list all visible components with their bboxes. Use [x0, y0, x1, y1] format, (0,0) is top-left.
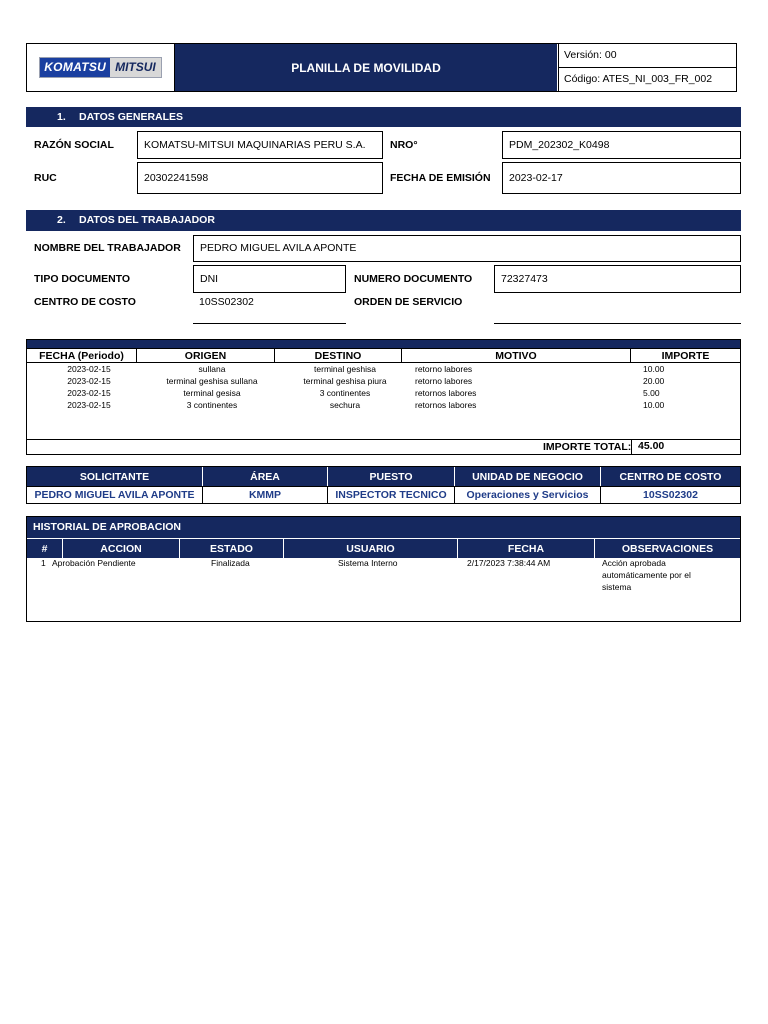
col-fecha: FECHA (Periodo) [27, 349, 137, 362]
col-origen: ORIGEN [137, 349, 275, 362]
table-row [27, 376, 740, 388]
requester-solicitante: PEDRO MIGUEL AVILA APONTE [27, 487, 203, 503]
nombre-trabajador-field: PEDRO MIGUEL AVILA APONTE [193, 235, 741, 262]
col-accion: ACCION [63, 539, 180, 558]
history-accion: Aprobación Pendiente [52, 558, 136, 568]
razon-social-field: KOMATSU-MITSUI MAQUINARIAS PERU S.A. [137, 131, 383, 159]
history-estado: Finalizada [211, 558, 250, 568]
row-fecha: 2023-02-15 [67, 364, 111, 374]
row-motivo: retornos labores [415, 400, 477, 410]
requester-values [27, 487, 740, 503]
table-row [27, 558, 740, 598]
row-destino: sechura [329, 400, 361, 410]
nombre-trabajador-label: NOMBRE DEL TRABAJADOR [34, 242, 181, 254]
history-usuario: Sistema Interno [338, 558, 398, 568]
total-label: IMPORTE TOTAL: [543, 441, 632, 453]
col-fecha: FECHA [458, 539, 595, 558]
requester-area: KMMP [203, 487, 328, 503]
col-solicitante: SOLICITANTE [27, 467, 203, 486]
row-motivo: retorno labores [415, 376, 473, 386]
col-estado: ESTADO [180, 539, 284, 558]
history-table [26, 516, 741, 622]
history-fecha: 2/17/2023 7:38:44 AM [467, 558, 551, 568]
requester-unidad-negocio: Operaciones y Servicios [455, 487, 601, 503]
fecha-emision-label: FECHA DE EMISIÓN [390, 172, 491, 184]
col-usuario: USUARIO [284, 539, 458, 558]
row-fecha: 2023-02-15 [67, 376, 111, 386]
section-title: DATOS GENERALES [79, 111, 184, 123]
orden-servicio-label: ORDEN DE SERVICIO [354, 296, 463, 308]
col-area: ÁREA [203, 467, 328, 486]
logo-mitsui: MITSUI [110, 58, 161, 77]
row-origen: terminal geshisa sullana [166, 376, 258, 386]
logo-komatsu: KOMATSU [40, 58, 110, 77]
row-origen: sullana [198, 364, 226, 374]
col-motivo: MOTIVO [402, 349, 631, 362]
total-value: 45.00 [631, 440, 740, 454]
centro-costo-field: 10SS02302 [193, 296, 346, 324]
orden-servicio-field [494, 296, 741, 324]
row-fecha: 2023-02-15 [67, 400, 111, 410]
col-num: # [27, 539, 63, 558]
history-obs-line2: automáticamente por el [602, 570, 691, 580]
section-number: 2. [57, 214, 66, 226]
row-importe: 5.00 [643, 388, 660, 398]
table-row [27, 364, 740, 376]
trips-table-top-bar [27, 340, 740, 348]
document-version: Versión: 00 [558, 44, 737, 68]
document-code: Código: ATES_NI_003_FR_002 [558, 68, 737, 91]
col-centro-costo: CENTRO DE COSTO [619, 470, 722, 483]
row-importe: 20.00 [643, 376, 665, 386]
tipo-documento-field: DNI [193, 265, 346, 293]
row-destino: 3 continentes [319, 388, 371, 398]
section-number: 1. [57, 111, 66, 123]
requester-centro-costo: 10SS02302 [643, 489, 698, 501]
centro-costo-label: CENTRO DE COSTO [34, 296, 136, 308]
requester-header [27, 467, 740, 487]
document-title: PLANILLA DE MOVILIDAD [175, 44, 557, 91]
history-header [27, 538, 740, 558]
total-row [27, 439, 740, 454]
company-logo [27, 44, 175, 91]
row-fecha: 2023-02-15 [67, 388, 111, 398]
history-title: HISTORIAL DE APROBACION [27, 517, 740, 538]
table-row [27, 388, 740, 400]
numero-documento-field: 72327473 [494, 265, 741, 293]
nro-label: NRO° [390, 139, 418, 151]
row-destino: terminal geshisa piura [303, 376, 387, 386]
tipo-documento-label: TIPO DOCUMENTO [34, 273, 131, 285]
row-origen: terminal gesisa [183, 388, 241, 398]
row-motivo: retorno labores [415, 364, 473, 374]
row-motivo: retornos labores [415, 388, 477, 398]
history-num: 1 [41, 558, 46, 568]
requester-puesto: INSPECTOR TECNICO [328, 487, 455, 503]
nro-field: PDM_202302_K0498 [502, 131, 741, 159]
ruc-label: RUC [34, 172, 57, 184]
col-importe: IMPORTE [661, 349, 710, 362]
section-title: DATOS DEL TRABAJADOR [79, 214, 215, 226]
document-header [26, 43, 737, 92]
section-general-header [26, 107, 741, 127]
requester-table [26, 466, 741, 504]
trips-table [26, 339, 741, 455]
fecha-emision-field: 2023-02-17 [502, 162, 741, 194]
razon-social-label: RAZÓN SOCIAL [34, 139, 114, 151]
numero-documento-label: NUMERO DOCUMENTO [354, 273, 473, 285]
row-importe: 10.00 [643, 364, 665, 374]
trips-table-header [27, 348, 740, 363]
row-origen: 3 continentes [186, 400, 238, 410]
section-worker-header [26, 210, 741, 231]
col-puesto: PUESTO [328, 467, 455, 486]
row-importe: 10.00 [643, 400, 665, 410]
col-destino: DESTINO [275, 349, 402, 362]
col-observaciones: OBSERVACIONES [621, 542, 714, 555]
table-row [27, 400, 740, 412]
col-unidad-negocio: UNIDAD DE NEGOCIO [455, 467, 601, 486]
row-destino: terminal geshisa [314, 364, 376, 374]
history-obs-line3: sistema [602, 582, 632, 592]
history-obs-line1: Acción aprobada [602, 558, 666, 568]
ruc-field: 20302241598 [137, 162, 383, 194]
